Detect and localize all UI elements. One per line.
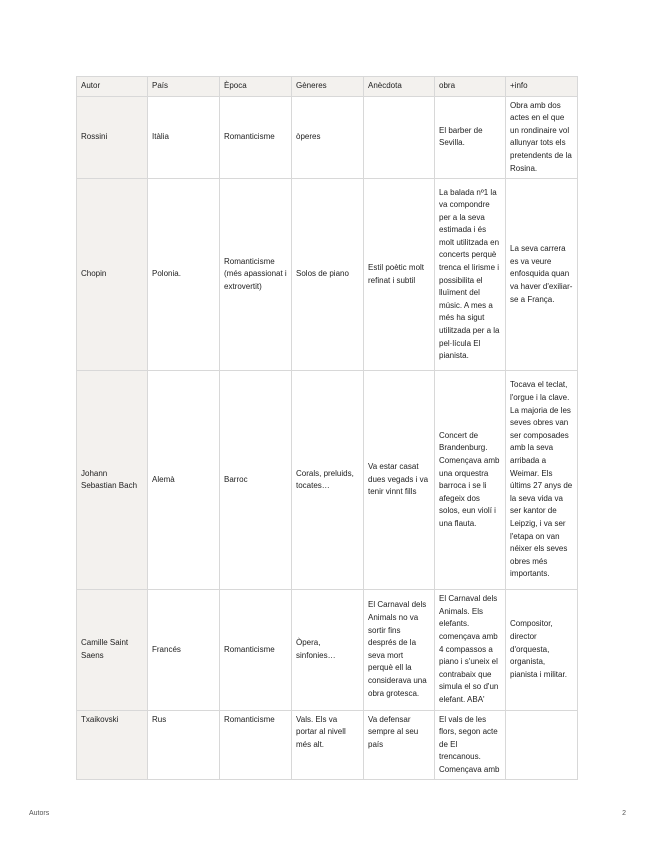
- cell-generes: òperes: [292, 96, 364, 179]
- cell-obra: El barber de Sevilla.: [435, 96, 506, 179]
- cell-autor: Txaikovski: [77, 710, 148, 780]
- cell-epoca: Barroc: [220, 371, 292, 590]
- table-row: [77, 371, 578, 590]
- table-row: [77, 710, 578, 780]
- cell-pais: Francés: [148, 590, 220, 710]
- cell-info: Tocava el teclat, l'orgue i la clave. La majoria de les seves obres van ser composades amb la seva arribada a Weimar. Els últims 27 anys de la seva vida va ser kantor de Leipzig, i va ser l'etapa on van néixer els seves obres més importants.: [506, 371, 578, 590]
- cell-epoca: Romanticisme: [220, 96, 292, 179]
- cell-info: Compositor, director d'orquesta, organista, pianista i militar.: [506, 590, 578, 710]
- cell-info: Obra amb dos actes en el que un rondinaire vol allunyar tots els pretendents de la Rosina.: [506, 96, 578, 179]
- header-epoca: Època: [220, 77, 292, 97]
- cell-obra: Concert de Brandenburg. Començava amb una orquestra barroca i se li afegeix dos solos, eun violí i una flauta.: [435, 371, 506, 590]
- footer-title: Autors: [29, 810, 50, 817]
- page-number: 2: [622, 810, 626, 817]
- cell-anecdota: Estil poètic molt refinat i subtil: [364, 179, 435, 371]
- header-generes: Gèneres: [292, 77, 364, 97]
- cell-pais: Polonia.: [148, 179, 220, 371]
- cell-info: La seva carrera es va veure enfosquida quan va haver d'exiliar-se a França.: [506, 179, 578, 371]
- header-anecdota: Anècdota: [364, 77, 435, 97]
- cell-anecdota: Va defensar sempre al seu país: [364, 710, 435, 780]
- cell-pais: Rus: [148, 710, 220, 780]
- table-row: [77, 179, 578, 371]
- cell-generes: Solos de piano: [292, 179, 364, 371]
- header-obra: obra: [435, 77, 506, 97]
- cell-pais: Alemà: [148, 371, 220, 590]
- cell-anecdota: [364, 96, 435, 179]
- table-header-row: [77, 77, 578, 97]
- cell-epoca: Romanticisme: [220, 590, 292, 710]
- cell-autor: Johann Sebastian Bach: [77, 371, 148, 590]
- cell-autor: Chopin: [77, 179, 148, 371]
- composers-table: [76, 76, 578, 780]
- cell-pais: Itàlia: [148, 96, 220, 179]
- cell-epoca: Romanticisme (més apassionat i extrovertit): [220, 179, 292, 371]
- cell-obra: El Carnaval dels Animals. Els elefants. començava amb 4 compassos a piano i s'uneix el contrabaix que simula el so d'un elefant. ABA': [435, 590, 506, 710]
- cell-obra: El vals de les flors, segon acte de El trencanous. Començava amb: [435, 710, 506, 780]
- cell-autor: Camille Saint Saens: [77, 590, 148, 710]
- cell-obra: La balada nº1 la va compondre per a la seva estimada i és molt utilitzada en concerts perquè trenca el lirisme i possibilita el lluïment del músic. A mes a més ha sigut utilitzada per a la pel·lícula El pianista.: [435, 179, 506, 371]
- cell-generes: Corals, preluids, tocates…: [292, 371, 364, 590]
- cell-epoca: Romanticisme: [220, 710, 292, 780]
- table-row: [77, 590, 578, 710]
- header-info: +info: [506, 77, 578, 97]
- table-row: [77, 96, 578, 179]
- cell-anecdota: El Carnaval dels Animals no va sortir fins després de la seva mort perquè ell la considerava una obra grotesca.: [364, 590, 435, 710]
- cell-generes: Òpera, sinfonies…: [292, 590, 364, 710]
- cell-info: [506, 710, 578, 780]
- cell-anecdota: Va estar casat dues vegads i va tenir vinnt fills: [364, 371, 435, 590]
- cell-generes: Vals. Els va portar al nivell més alt.: [292, 710, 364, 780]
- header-pais: País: [148, 77, 220, 97]
- header-autor: Autor: [77, 77, 148, 97]
- cell-autor: Rossini: [77, 96, 148, 179]
